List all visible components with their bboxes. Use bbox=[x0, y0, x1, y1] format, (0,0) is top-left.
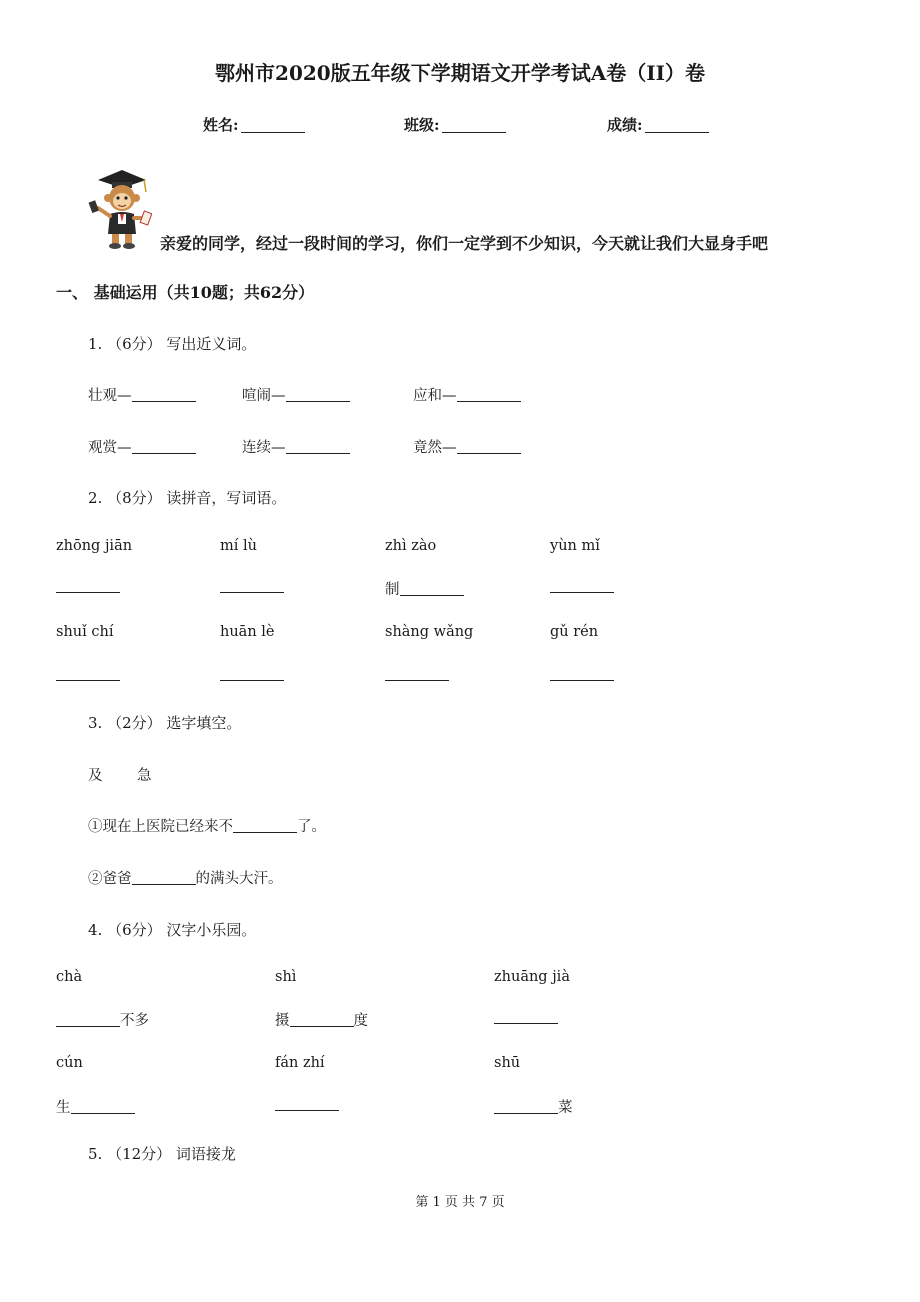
sentence-text: 的满头大汗。 bbox=[195, 871, 283, 887]
page-title: 鄂州市2020版五年级下学期语文开学考试A卷（II）卷 bbox=[215, 61, 705, 85]
q1-item bbox=[88, 436, 196, 457]
question-1-title: 1. （6分） 写出近义词。 bbox=[88, 335, 257, 353]
answer-blank[interactable] bbox=[56, 1012, 120, 1027]
answer-blank[interactable] bbox=[286, 387, 350, 402]
pinyin-label: zhōng jiān bbox=[56, 538, 133, 554]
answer-blank[interactable] bbox=[494, 1009, 558, 1024]
page-footer: 第 1 页 共 7 页 bbox=[415, 1195, 505, 1210]
score-field bbox=[607, 114, 709, 135]
fill-text: 生 bbox=[56, 1100, 71, 1116]
answer-blank[interactable] bbox=[550, 666, 614, 681]
q3-sentence-1 bbox=[88, 815, 326, 836]
pinyin-label: shuǐ chí bbox=[56, 624, 114, 640]
pinyin-label: cún bbox=[56, 1055, 83, 1071]
choice-char: 急 bbox=[137, 768, 152, 784]
graduate-monkey-icon bbox=[86, 168, 152, 254]
sentence-text: ②爸爸 bbox=[88, 871, 132, 887]
pinyin-label: fán zhí bbox=[275, 1055, 325, 1071]
answer-blank[interactable] bbox=[71, 1099, 135, 1114]
answer-blank[interactable] bbox=[494, 1099, 558, 1114]
answer-blank[interactable] bbox=[550, 578, 614, 593]
answer-blank[interactable] bbox=[132, 870, 196, 885]
q4-fill bbox=[275, 1096, 339, 1113]
q4-fill bbox=[494, 1009, 558, 1026]
q1-item bbox=[413, 436, 521, 457]
pinyin-label: mí lù bbox=[220, 538, 257, 554]
answer-blank[interactable] bbox=[286, 439, 350, 454]
question-4-title: 4. （6分） 汉字小乐园。 bbox=[88, 921, 257, 939]
q1-item-label: 喧闹— bbox=[242, 388, 286, 404]
pinyin-label: huān lè bbox=[220, 624, 275, 640]
name-field bbox=[203, 114, 305, 135]
q4-fill bbox=[494, 1096, 573, 1117]
score-label: 成绩: bbox=[607, 116, 643, 134]
answer-blank[interactable] bbox=[457, 387, 521, 402]
pinyin-label: zhuāng jià bbox=[494, 969, 570, 985]
answer-blank[interactable] bbox=[220, 666, 284, 681]
pinyin-label: gǔ rén bbox=[550, 624, 599, 640]
answer-blank[interactable] bbox=[400, 581, 464, 596]
question-3-title: 3. （2分） 选字填空。 bbox=[88, 714, 242, 732]
pinyin-label: zhì zào bbox=[385, 538, 437, 554]
answer-blank[interactable] bbox=[56, 666, 120, 681]
name-label: 姓名: bbox=[203, 116, 239, 134]
q1-item bbox=[413, 384, 521, 405]
q1-item-label: 壮观— bbox=[88, 388, 132, 404]
question-5-title: 5. （12分） 词语接龙 bbox=[88, 1145, 236, 1163]
q1-item-label: 观赏— bbox=[88, 440, 132, 456]
answer-blank[interactable] bbox=[233, 818, 297, 833]
answer-blank[interactable] bbox=[56, 578, 120, 593]
fill-text: 菜 bbox=[558, 1100, 573, 1116]
answer-blank[interactable] bbox=[220, 578, 284, 593]
answer-blank[interactable] bbox=[290, 1012, 354, 1027]
q1-item bbox=[242, 384, 350, 405]
fill-text: 不多 bbox=[120, 1013, 149, 1029]
q1-item bbox=[242, 436, 350, 457]
q1-item bbox=[88, 384, 196, 405]
pinyin-label: shū bbox=[494, 1055, 521, 1071]
class-label: 班级: bbox=[404, 116, 440, 134]
q4-fill bbox=[275, 1009, 368, 1030]
pinyin-label: shàng wǎng bbox=[385, 624, 474, 640]
choice-char: 及 bbox=[88, 768, 103, 784]
answer-blank[interactable] bbox=[132, 387, 196, 402]
q4-fill bbox=[56, 1009, 149, 1030]
name-blank[interactable] bbox=[241, 116, 305, 133]
prefix-char: 制 bbox=[385, 582, 400, 598]
q4-fill bbox=[56, 1096, 135, 1117]
section-title: 一、 基础运用（共10题；共62分） bbox=[56, 283, 315, 302]
pinyin-label: chà bbox=[56, 969, 83, 985]
q1-item-label: 竟然— bbox=[413, 440, 457, 456]
class-field bbox=[404, 114, 506, 135]
sentence-text: 了。 bbox=[297, 819, 326, 835]
fill-text: 摄 bbox=[275, 1013, 290, 1029]
class-blank[interactable] bbox=[442, 116, 506, 133]
q2-fill bbox=[385, 578, 464, 599]
answer-blank[interactable] bbox=[385, 666, 449, 681]
answer-blank[interactable] bbox=[457, 439, 521, 454]
score-blank[interactable] bbox=[645, 116, 709, 133]
answer-blank[interactable] bbox=[132, 439, 196, 454]
fill-text: 度 bbox=[353, 1013, 368, 1029]
q1-item-label: 应和— bbox=[413, 388, 457, 404]
answer-blank[interactable] bbox=[275, 1096, 339, 1111]
sentence-text: ①现在上医院已经来不 bbox=[88, 819, 233, 835]
pinyin-label: yùn mǐ bbox=[550, 538, 600, 554]
q1-item-label: 连续— bbox=[242, 440, 286, 456]
question-2-title: 2. （8分） 读拼音，写词语。 bbox=[88, 489, 287, 507]
greeting-text: 亲爱的同学，经过一段时间的学习，你们一定学到不少知识，今天就让我们大显身手吧 bbox=[160, 234, 769, 253]
q3-sentence-2 bbox=[88, 867, 283, 888]
pinyin-label: shì bbox=[275, 969, 297, 985]
